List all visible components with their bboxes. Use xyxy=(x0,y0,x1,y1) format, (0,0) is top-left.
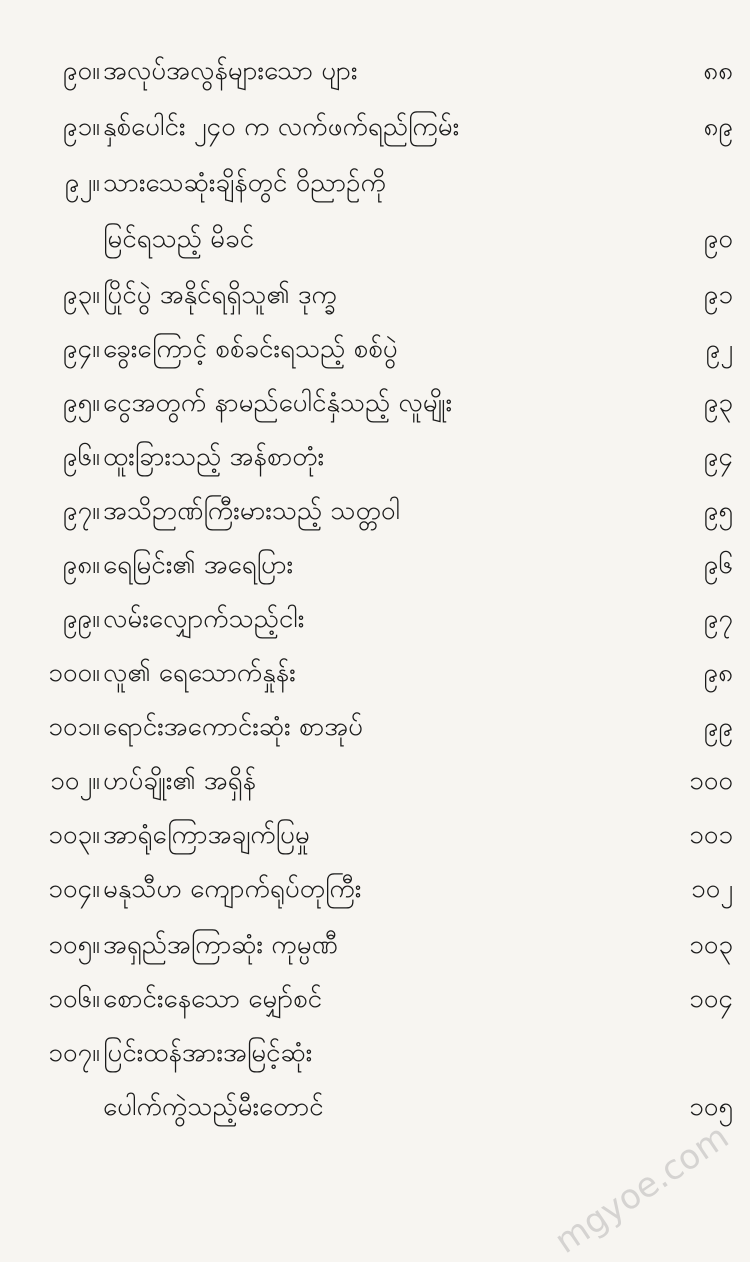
entry-number: ၉၁။ xyxy=(62,112,100,142)
entry-title: သားသေဆုံးချိန်တွင် ဝိညာဉ်ကို xyxy=(103,168,386,198)
toc-entry xyxy=(0,48,750,94)
toc-entry xyxy=(0,160,750,206)
entry-number: ၁၀၇။ xyxy=(48,1038,100,1068)
entry-page-number: ၉၈ xyxy=(703,658,733,688)
entry-title: စောင်းနေသော မျှော်စင် xyxy=(103,984,323,1014)
entry-title: အာရုံကြောအချက်ပြမှု xyxy=(103,820,310,850)
entry-title: မနုသီဟ ကျောက်ရုပ်တုကြီး xyxy=(103,874,362,904)
entry-title: ခွေးကြောင့် စစ်ခင်းရသည့် စစ်ပွဲ xyxy=(103,334,398,364)
entry-title: ပြိုင်ပွဲ အနိုင်ရရှိသူ၏ ဒုက္ခ xyxy=(103,280,337,310)
entry-page-number: ၉၅ xyxy=(703,496,733,526)
entry-title: ငွေအတွက် နာမည်ပေါင်နှံသည့် လူမျိုး xyxy=(103,388,453,418)
toc-entry-continuation xyxy=(0,216,750,262)
entry-title: အရှည်အကြာဆုံး ကုမ္ပဏီ xyxy=(103,930,338,960)
entry-page-number: ၈၉ xyxy=(703,112,733,142)
entry-page-number: ၉၂ xyxy=(705,334,733,364)
entry-title: လမ်းလျှောက်သည့်ငါး xyxy=(103,604,305,634)
entry-page-number: ၉၇ xyxy=(703,604,733,634)
entry-number: ၉၇။ xyxy=(62,496,100,526)
entry-number: ၉၈။ xyxy=(62,550,100,580)
entry-page-number: ၁၀၃ xyxy=(689,930,733,960)
toc-entry xyxy=(0,758,750,804)
entry-page-number: ၁၀၂ xyxy=(690,874,733,904)
toc-entry xyxy=(0,434,750,480)
entry-title: ပေါက်ကွဲသည့်မီးတောင် xyxy=(103,1092,324,1122)
entry-number: ၁၀၃။ xyxy=(48,820,100,850)
entry-number: ၁၀၆။ xyxy=(48,984,100,1014)
entry-page-number: ၈၈ xyxy=(703,56,733,86)
toc-entry xyxy=(0,104,750,150)
entry-number: ၉၉။ xyxy=(62,604,100,634)
toc-entry xyxy=(0,542,750,588)
entry-title: ပြင်းထန်အားအမြင့်ဆုံး xyxy=(103,1038,313,1068)
entry-title: ထူးခြားသည့် အန်စာတုံး xyxy=(103,442,325,472)
toc-entry xyxy=(0,866,750,912)
entry-number: ၁၀၂။ xyxy=(50,766,100,796)
entry-number: ၁၀၄။ xyxy=(48,874,100,904)
toc-entry xyxy=(0,976,750,1022)
toc-entry xyxy=(0,650,750,696)
entry-page-number: ၁၀၄ xyxy=(689,984,733,1014)
toc-entry-continuation xyxy=(0,1084,750,1130)
watermark: mgyoe.com xyxy=(547,1116,736,1262)
entry-page-number: ၉၄ xyxy=(703,442,733,472)
toc-entry xyxy=(0,596,750,642)
toc-entry xyxy=(0,922,750,968)
entry-page-number: ၉၁ xyxy=(703,280,733,310)
entry-page-number: ၉၆ xyxy=(703,550,733,580)
toc-entry xyxy=(0,326,750,372)
entry-page-number: ၁၀၁ xyxy=(689,820,733,850)
entry-page-number: ၉၀ xyxy=(703,224,733,254)
toc-entry xyxy=(0,704,750,750)
entry-number: ၉၂။ xyxy=(64,168,100,198)
toc-entry xyxy=(0,272,750,318)
entry-number: ၉၄။ xyxy=(62,334,100,364)
entry-number: ၉၆။ xyxy=(62,442,100,472)
entry-title: ရောင်းအကောင်းဆုံး စာအုပ် xyxy=(103,712,363,742)
entry-number: ၁၀၁။ xyxy=(48,712,100,742)
entry-number: ၁၀၀။ xyxy=(48,658,100,688)
entry-page-number: ၁၀၀ xyxy=(689,766,733,796)
entry-title: လူ၏ ရေသောက်နှုန်း xyxy=(103,658,296,688)
entry-number: ၁၀၅။ xyxy=(48,930,100,960)
toc-entry xyxy=(0,1030,750,1076)
entry-number: ၉၃။ xyxy=(62,280,100,310)
entry-page-number: ၉၉ xyxy=(703,712,733,742)
entry-page-number: ၁၀၅ xyxy=(689,1092,733,1122)
entry-title: အသိဉာဏ်ကြီးမားသည့် သတ္တဝါ xyxy=(103,496,400,526)
entry-title: ရေမြင်း၏ အရေပြား xyxy=(103,550,294,580)
entry-title: အလုပ်အလွန်များသော ပျား xyxy=(103,56,358,86)
entry-title: နှစ်ပေါင်း ၂၄၀ က လက်ဖက်ရည်ကြမ်း xyxy=(103,112,460,142)
toc-entry xyxy=(0,812,750,858)
entry-number: ၉၅။ xyxy=(62,388,100,418)
toc-entry xyxy=(0,380,750,426)
toc-entry xyxy=(0,488,750,534)
entry-number: ၉၀။ xyxy=(62,56,100,86)
entry-title: ဟပ်ချိုး၏ အရှိန် xyxy=(103,766,257,796)
entry-page-number: ၉၃ xyxy=(703,388,733,418)
entry-title: မြင်ရသည့် မိခင် xyxy=(103,224,255,254)
